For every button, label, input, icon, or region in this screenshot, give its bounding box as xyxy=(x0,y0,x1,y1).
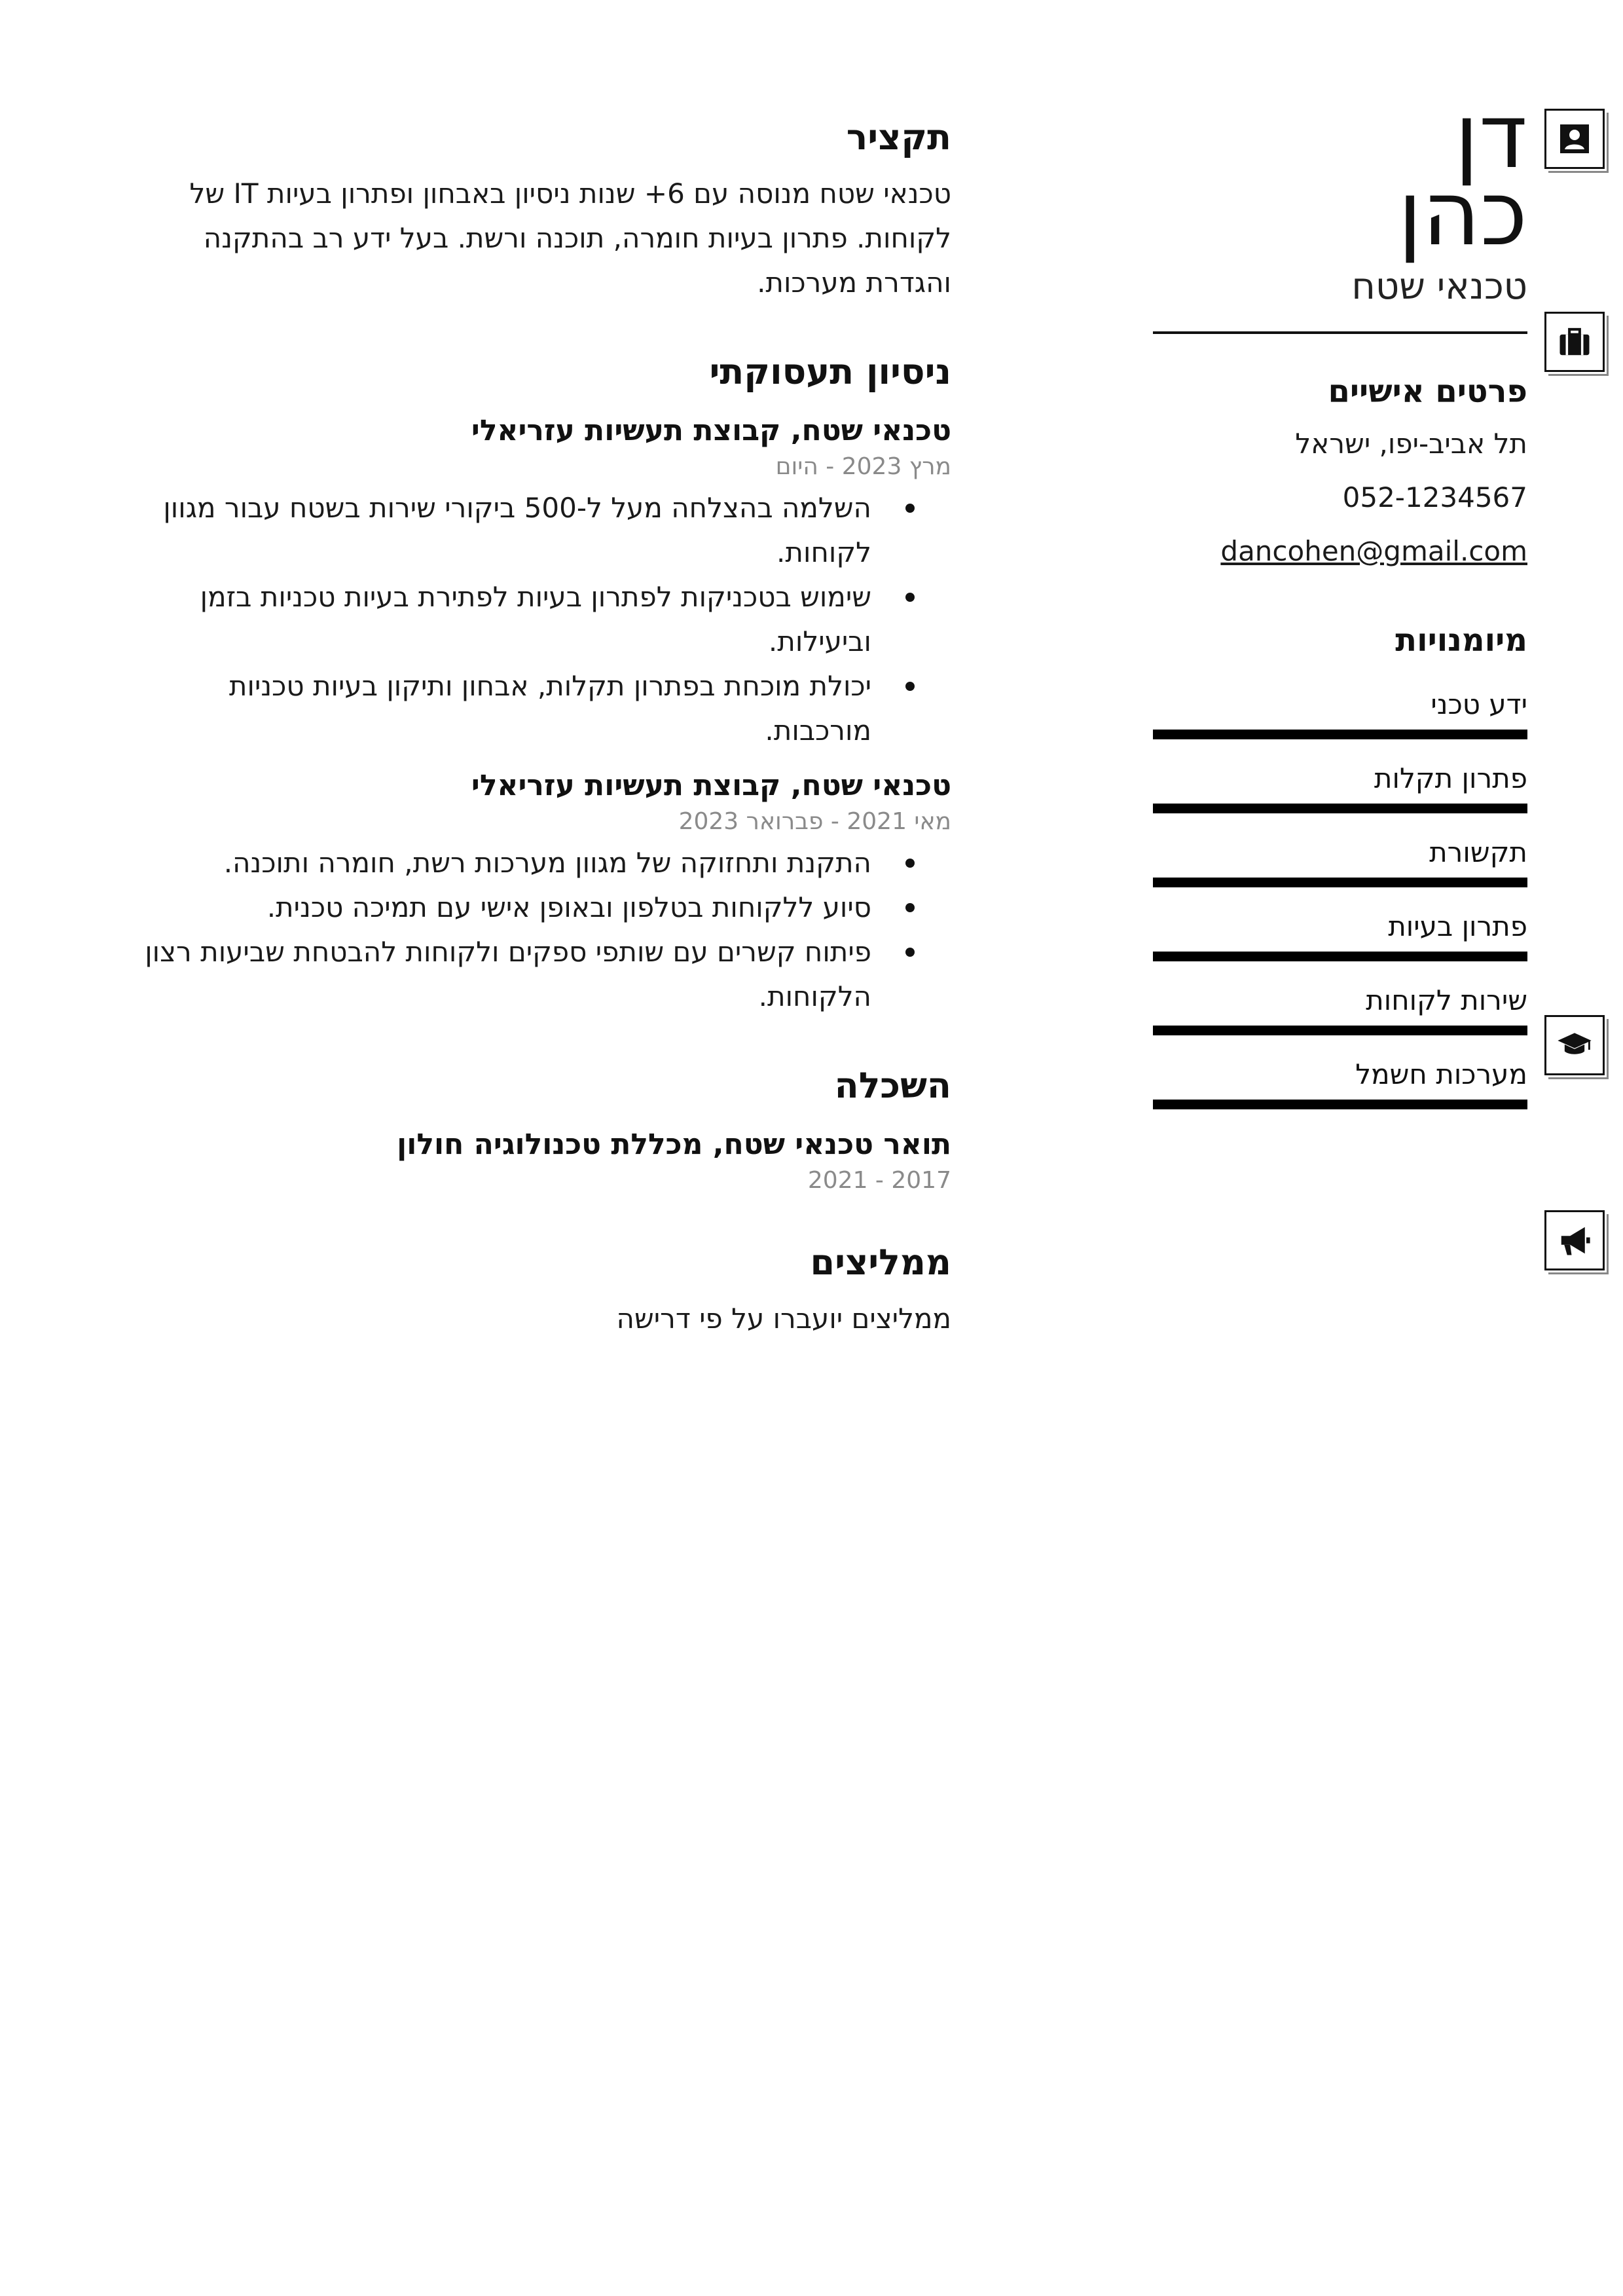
sidebar xyxy=(1153,85,1527,1109)
list-item: פיתוח קשרים עם שותפי ספקים ולקוחות להבטחת שביעות רצון הלקוחות. xyxy=(126,930,871,1019)
skill-item xyxy=(1153,833,1527,887)
main-content xyxy=(126,111,951,1382)
skill-item xyxy=(1153,907,1527,961)
skill-label: שירות לקוחות xyxy=(1366,984,1527,1016)
megaphone-icon xyxy=(1557,1223,1592,1258)
degree: תואר טכנאי שטח, מכללת טכנולוגיה חולון xyxy=(397,1128,951,1161)
job-dates: מרץ 2023 - היום xyxy=(775,453,951,480)
profile-icon-box xyxy=(1544,109,1605,169)
phone: 052-1234567 xyxy=(1342,481,1527,513)
skill-item xyxy=(1153,759,1527,813)
references-text: ממליצים יועברו על פי דרישה xyxy=(616,1303,951,1335)
skill-bar xyxy=(1153,952,1527,961)
skill-item xyxy=(1153,1055,1527,1109)
skill-label: פתרון בעיות xyxy=(1388,910,1527,942)
user-icon xyxy=(1559,123,1590,155)
list-item: התקנת ותחזוקה של מגוון מערכות רשת, חומרה ותוכנה. xyxy=(126,841,871,885)
list-item: יכולת מוכחת בפתרון תקלות, אבחון ותיקון בעיות טכניות מורכבות. xyxy=(126,664,871,753)
job-title: טכנאי שטח, קבוצת תעשיות עזריאלי xyxy=(471,769,951,802)
skill-item xyxy=(1153,685,1527,739)
skill-bar xyxy=(1153,730,1527,739)
skill-label: פתרון תקלות xyxy=(1374,762,1527,794)
experience-section xyxy=(126,346,951,1019)
job-entry xyxy=(126,765,951,1019)
personal-details-heading: פרטים אישיים xyxy=(1328,373,1527,410)
skill-bar xyxy=(1153,1100,1527,1109)
skill-label: תקשורת xyxy=(1429,836,1527,868)
education-dates: 2017 - 2021 xyxy=(807,1167,951,1194)
name xyxy=(1153,85,1527,266)
job-title: טכנאי שטח xyxy=(1351,265,1527,308)
last-name: כהן xyxy=(1398,162,1527,266)
job-dates: מאי 2021 - פברואר 2023 xyxy=(678,808,951,835)
references-heading: ממליצים xyxy=(810,1242,951,1283)
education-icon-box xyxy=(1544,1015,1605,1075)
graduation-cap-icon xyxy=(1556,1027,1593,1064)
skill-bar xyxy=(1153,878,1527,887)
experience-icon-box xyxy=(1544,312,1605,372)
location: תל אביב-יפו, ישראל xyxy=(1295,428,1527,460)
briefcase-icon xyxy=(1557,324,1592,360)
skill-bar xyxy=(1153,804,1527,813)
list-item: השלמה בהצלחה מעל ל-500 ביקורי שירות בשטח עבור מגוון לקוחות. xyxy=(126,486,871,575)
summary-heading: תקציר xyxy=(846,117,951,158)
job-bullets xyxy=(126,841,951,1019)
references-icon-box xyxy=(1544,1210,1605,1270)
skill-item xyxy=(1153,981,1527,1035)
job-bullets xyxy=(126,486,951,753)
skill-bar xyxy=(1153,1026,1527,1035)
skill-label: ידע טכני xyxy=(1431,688,1527,720)
first-name: דן xyxy=(1454,85,1527,189)
references-section xyxy=(126,1236,951,1341)
summary-text: טכנאי שטח מנוסה עם 6+ שנות ניסיון באבחון ופתרון בעיות IT של לקוחות. פתרון בעיות חומרה, תוכנה ורשת. בעל ידע רב בהתקנה והגדרת מערכות. xyxy=(189,177,951,299)
skills-list xyxy=(1153,685,1527,1109)
skills-heading: מיומנויות xyxy=(1395,622,1527,659)
experience-heading: ניסיון תעסוקתי xyxy=(709,351,951,392)
list-item: שימוש בטכניקות לפתרון בעיות לפתירת בעיות טכניות בזמן וביעילות. xyxy=(126,575,871,664)
list-item: סיוע ללקוחות בטלפון ובאופן אישי עם תמיכה טכנית. xyxy=(126,885,871,930)
education-section xyxy=(126,1060,951,1196)
email-link[interactable]: dancohen@gmail.com xyxy=(1220,535,1527,567)
education-heading: השכלה xyxy=(834,1065,951,1106)
skill-label: מערכות חשמל xyxy=(1355,1058,1527,1090)
job-entry xyxy=(126,410,951,753)
job-title: טכנאי שטח, קבוצת תעשיות עזריאלי xyxy=(471,414,951,447)
summary-section xyxy=(126,111,951,305)
header-divider xyxy=(1153,331,1527,334)
